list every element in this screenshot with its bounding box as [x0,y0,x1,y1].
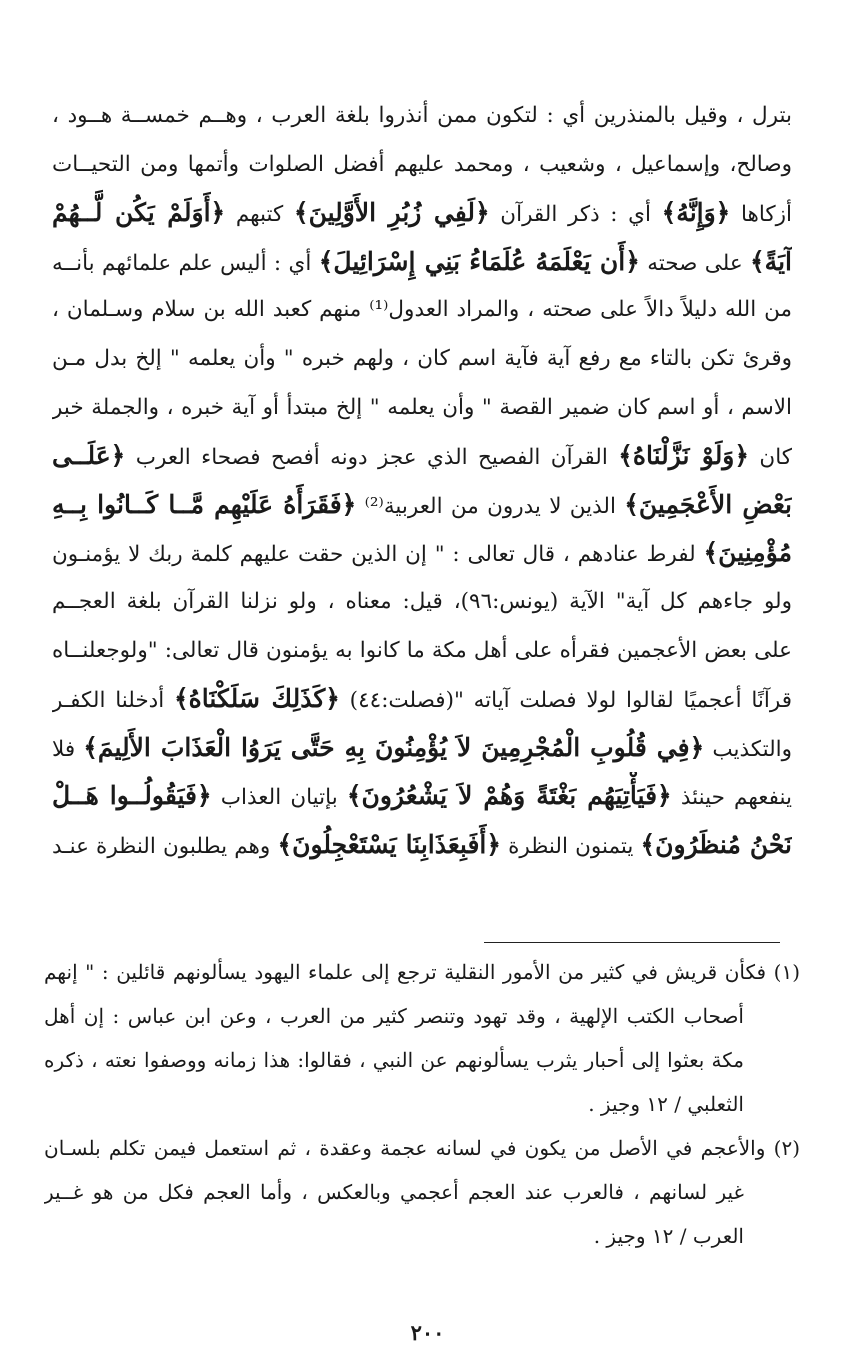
text-segment: الاسم ، أو اسم كان ضمير القصة " وأن يعلمه " إلخ مبتدأ أو آية خبره ، والجملة خبر [52,394,792,420]
quran-verse: ﴿فَقَرَأَهُ عَلَيْهِم مَّــا كَــانُوا بِــهِ [52,489,357,519]
text-segment: بترل ، وقيل بالمنذرين أي : لتكون ممن أنذروا بلغة العرب ، وهــم خمســة هــود ، [52,103,792,128]
quran-verse: مُؤْمِنِينَ﴾ [703,538,792,568]
page-number: ٢٠٠ [410,1320,445,1345]
text-segment: بإتيان العذاب [211,785,347,811]
footnote-line: (١) فكأن قريش في كثير من الأمور النقلية ترجع إلى علماء اليهود يسألونهم قائلين : " إنهم [44,960,800,984]
quran-verse: ﴿فِي قُلُوبِ الْمُجْرِمِينَ لاَ يُؤْمِنُونَ بِهِ حَتَّى يَرَوُا الْعَذَابَ الأَلِيمَ﴾ [83,732,705,762]
text-line [52,627,792,676]
text-segment: أزكاها [730,202,792,228]
text-segment: يتمنون النظرة [501,833,641,859]
text-segment: على بعض الأعجمين فقرأه على أهل مكة ما كانوا به يؤمنون قال تعالى: "ولوجعلنــاه [52,637,792,663]
text-segment: القرآن الفصيح الذي عجز دونه أفصح فصحاء العرب [125,445,619,471]
text-segment: والتكذيب [704,736,792,762]
quran-verse: ﴿عَلَــى [52,441,126,471]
text-segment: على صحته [639,250,751,276]
text-line [52,578,792,627]
quran-verse: ﴿فَيَأْتِيَهُم بَغْتَةً وَهُمْ لاَ يَشْعُرُونَ﴾ [346,781,672,811]
text-line [52,238,792,287]
quran-verse: ﴿فَيَقُولُــوا هَــلْ [52,781,212,811]
quran-verse: ﴿وَإِنَّهُ﴾ [661,198,731,228]
footnote-line: (٢) والأعجم في الأصل من يكون في لسانه عجمة وعقدة ، ثم استعمل فيمن تكلم بلسـان [44,1136,800,1160]
text-line [52,335,792,384]
quran-verse: نَحْنُ مُنظَرُونَ﴾ [640,829,792,859]
text-segment: أدخلنا الكفـر [52,688,174,714]
text-line [52,141,792,190]
text-segment: ينفعهم حينئذ [671,785,792,811]
footnotes [44,950,800,1258]
text-segment: كتبهم [225,202,294,228]
text-segment: فلا [52,736,84,762]
quran-verse: ﴿أَوَلَمْ يَكُن لَّــهُمْ [52,198,226,228]
text-segment: الذين لا يدرون من العربية⁽²⁾ [356,493,625,519]
quran-verse: ﴿أَفَبِعَذَابِنَا يَسْتَعْجِلُونَ﴾ [277,829,501,859]
main-text [52,92,792,870]
text-line [52,675,792,724]
footnote-line: الثعلبي / ١٢ وجيز . [588,1092,744,1116]
text-line [52,724,792,773]
text-segment: وصالح، وإسماعيل ، وشعيب ، ومحمد عليهم أفضل الصلوات وأتمها ومن التحيــات [52,151,792,177]
text-line [52,821,792,870]
quran-verse: آيَةً﴾ [750,246,792,276]
quran-verse: بَعْضِ الأَعْجَمِينَ﴾ [624,489,792,519]
text-line [52,529,792,578]
footnote-line: مكة بعثوا إلى أحبار يثرب يسألونهم عن النبي ، فقالوا: هذا زمانه ووصفوا نعته ، ذكره [44,1048,744,1072]
text-line [52,384,792,433]
text-segment: أي : ذكر القرآن [489,202,662,228]
text-line [52,481,792,530]
text-segment: أي : أليس علم علمائهم بأنــه [52,250,319,276]
footnote-line: أصحاب الكتب الإلهية ، وقد تهود وتنصر كثير من العرب ، وعن ابن عباس : إن أهل [44,1004,744,1028]
footnote-separator [484,942,780,943]
text-line [52,772,792,821]
quran-verse: ﴿لَفِي زُبُرِ الأَوَّلِينَ﴾ [293,198,490,228]
text-segment: وقرئ تكن بالتاء مع رفع آية فآية اسم كان ، ولهم خبره " وأن يعلمه " إلخ بدل مـن [52,345,792,371]
text-segment: من الله دليلاً دالاً على صحته ، والمراد العدول⁽¹⁾ منهم كعبد الله بن سلام وسـلمان ، [52,297,792,323]
text-line [52,432,792,481]
text-segment: كان [749,445,792,471]
footnote-line: العرب / ١٢ وجيز . [593,1224,744,1248]
quran-verse: ﴿كَذَلِكَ سَلَكْنَاهُ﴾ [173,684,340,714]
text-segment: وهم يطلبون النظرة عنـد [52,833,278,859]
text-line [52,92,792,141]
text-line [52,286,792,335]
footnote-line: غير لسانهم ، فالعرب عند العجم أعجمي وبالعكس ، وأما العجم فكل من هو غــير [44,1180,744,1204]
text-segment: لفرط عنادهم ، قال تعالى : " إن الذين حقت عليهم كلمة ربك لا يؤمنـون [52,542,704,568]
quran-verse: ﴿وَلَوْ نَزَّلْنَاهُ﴾ [618,441,750,471]
quran-verse: ﴿أَن يَعْلَمَهُ عُلَمَاءُ بَنِي إِسْرَائِيلَ﴾ [318,246,640,276]
text-line [52,189,792,238]
text-segment: ولو جاءهم كل آية" الآية (يونس:٩٦)، قيل: معناه ، ولو نزلنا القرآن بلغة العجــم [52,588,792,614]
text-segment: قرآنًا أعجميًا لقالوا لولا فصلت آياته "(فصلت:٤٤) [339,688,792,714]
